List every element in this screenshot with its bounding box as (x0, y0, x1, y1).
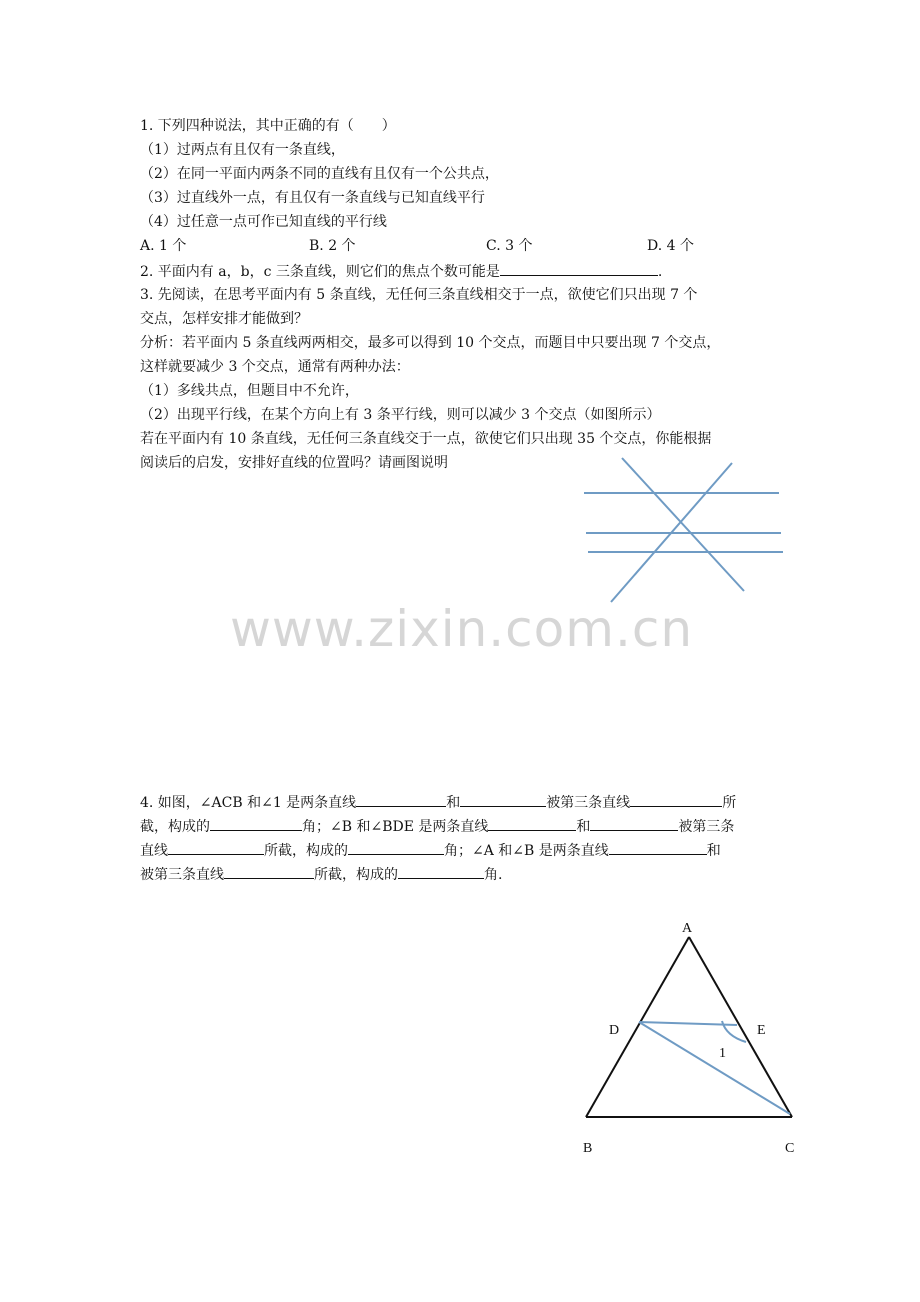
q4-blank-6[interactable] (590, 816, 678, 831)
q2-line (140, 261, 662, 281)
q4-text: 和 (576, 819, 591, 835)
q4-blank-10[interactable] (224, 864, 314, 879)
q1-option-d: D. 4 个 (647, 238, 694, 254)
q4-line-1 (140, 792, 736, 812)
q3-line-3: 分析：若平面内 5 条直线两两相交，最多可以得到 10 个交点，而题目中只要出现 7 个交点， (140, 335, 721, 351)
q4-blank-8[interactable] (348, 840, 444, 855)
q1-stem: 1. 下列四种说法，其中正确的有（ ） (140, 118, 396, 134)
q4-line-4 (140, 864, 502, 884)
q4-text: 所截，构成的 (264, 843, 348, 859)
q3-line-1: 3. 先阅读，在思考平面内有 5 条直线，无任何三条直线相交于一点，欲使它们只出现 7 个 (140, 287, 698, 303)
q4-text: 被第三条直线 (140, 867, 224, 883)
q4-text: 直线 (140, 843, 168, 859)
parallel-lines-figure (580, 455, 790, 610)
q1-option-c: C. 3 个 (486, 238, 533, 254)
watermark: www.zixin.com.cn (230, 600, 694, 658)
q1-item-2: （2）在同一平面内两条不同的直线有且仅有一个公共点， (140, 166, 499, 182)
label-angle-1: 1 (719, 1046, 726, 1061)
triangle-side-ab (586, 937, 689, 1117)
triangle-side-ac (689, 937, 792, 1117)
q4-text: 截，构成的 (140, 819, 210, 835)
label-c: C (785, 1141, 795, 1156)
segment-dc (639, 1022, 790, 1114)
q4-blank-7[interactable] (168, 840, 264, 855)
q4-text: 和 (706, 843, 721, 859)
q1-item-4: （4）过任意一点可作已知直线的平行线 (140, 214, 387, 230)
q4-text: 所截，构成的 (314, 867, 398, 883)
q2-text: 2. 平面内有 a，b，c 三条直线，则它们的焦点个数可能是 (140, 264, 500, 280)
q4-text: 4. 如图，∠ACB 和∠1 是两条直线 (140, 795, 357, 811)
triangle-figure (560, 915, 810, 1165)
q4-text: 角. (484, 867, 503, 883)
q2-answer-blank[interactable] (500, 261, 658, 276)
q4-text: 所 (722, 795, 737, 811)
q4-blank-4[interactable] (210, 816, 302, 831)
q3-line-8: 阅读后的启发，安排好直线的位置吗？请画图说明 (140, 455, 448, 471)
q4-blank-9[interactable] (609, 840, 707, 855)
q4-blank-2[interactable] (460, 792, 546, 807)
label-e: E (757, 1023, 766, 1038)
q4-blank-11[interactable] (398, 864, 484, 879)
q3-line-2: 交点，怎样安排才能做到？ (140, 311, 308, 327)
q4-blank-5[interactable] (488, 816, 576, 831)
q4-text: 被第三条 (678, 819, 735, 835)
q1-option-a: A. 1 个 (140, 238, 187, 254)
q4-line-3 (140, 840, 721, 860)
q3-line-5: （1）多线共点，但题目中不允许， (140, 383, 359, 399)
q4-blank-3[interactable] (630, 792, 722, 807)
label-d: D (609, 1023, 620, 1038)
q3-line-4: 这样就要减少 3 个交点，通常有两种办法： (140, 359, 410, 375)
q2-end: . (657, 264, 663, 280)
q1-item-3: （3）过直线外一点，有且仅有一条直线与已知直线平行 (140, 190, 485, 206)
q1-option-b: B. 2 个 (309, 238, 356, 254)
q4-text: 和 (446, 795, 461, 811)
label-b: B (583, 1141, 593, 1156)
q3-line-6: （2）出现平行线，在某个方向上有 3 条平行线，则可以减少 3 个交点（如图所示） (140, 407, 661, 423)
q4-text: 角；∠A 和∠B 是两条直线 (444, 843, 609, 859)
q4-blank-1[interactable] (356, 792, 446, 807)
q4-text: 被第三条直线 (546, 795, 631, 811)
q1-item-1: （1）过两点有且仅有一条直线， (140, 142, 345, 158)
q3-line-7: 若在平面内有 10 条直线，无任何三条直线交于一点，欲使它们只出现 35 个交点，你能根据 (140, 431, 712, 447)
label-a: A (682, 921, 693, 936)
transversal-line-1 (622, 458, 744, 591)
q4-text: 角；∠B 和∠BDE 是两条直线 (302, 819, 489, 835)
q4-line-2 (140, 816, 734, 836)
